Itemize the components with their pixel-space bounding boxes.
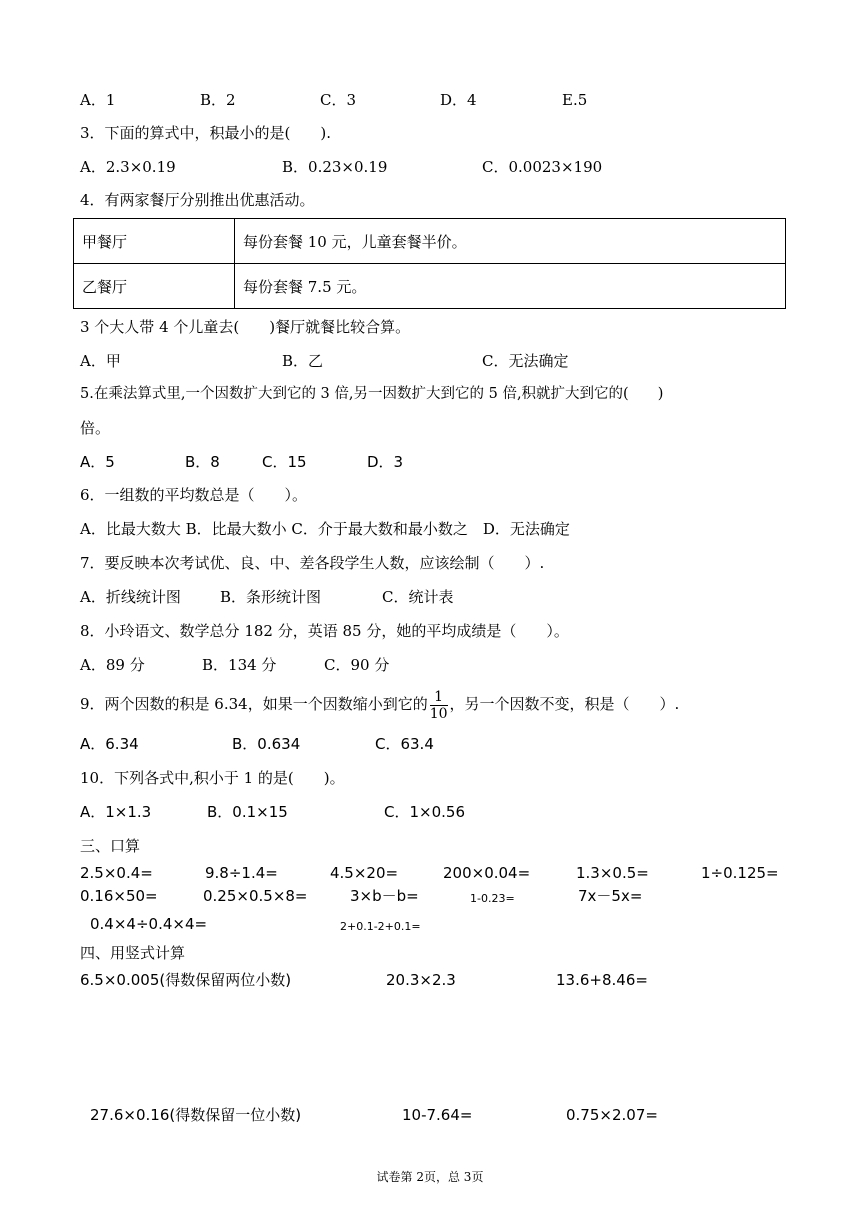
- table-row: [74, 219, 786, 264]
- q5-stem-line2: 倍。: [80, 419, 111, 437]
- mental-calc-item: 1.3×0.5=: [576, 864, 649, 882]
- q2-option-a: A．1: [80, 91, 116, 109]
- q8-option-b: B．134 分: [202, 656, 277, 674]
- restaurant-offers-table: [73, 218, 786, 309]
- q2-option-b: B．2: [200, 91, 236, 109]
- q7-option-b: B．条形统计图: [220, 588, 322, 606]
- fraction-numerator: 1: [430, 689, 448, 706]
- vertical-calc-item: 13.6+8.46=: [556, 971, 648, 989]
- mental-calc-item: 7x－5x=: [578, 887, 643, 905]
- q9-option-a: A．6.34: [80, 735, 139, 753]
- vertical-calc-item: 27.6×0.16(得数保留一位小数): [90, 1106, 302, 1124]
- mental-calc-item: 0.4×4÷0.4×4=: [90, 915, 208, 933]
- restaurant-name-cell: 甲餐厅: [74, 219, 235, 264]
- section-3-title: 三、口算: [80, 837, 141, 855]
- q5-option-d: D．3: [367, 453, 404, 471]
- mental-calc-item: 200×0.04=: [443, 864, 531, 882]
- q4-question: 3 个大人带 4 个儿童去( )餐厅就餐比较合算。: [80, 318, 411, 336]
- restaurant-offer-cell: 每份套餐 10 元，儿童套餐半价。: [235, 219, 786, 264]
- q6-options: A．比最大数大 B．比最大数小 C．介于最大数和最小数之 D．无法确定: [80, 520, 570, 538]
- one-tenth-fraction: [430, 689, 448, 722]
- q6-stem: 6．一组数的平均数总是（ ）。: [80, 486, 308, 504]
- q2-option-e: E.5: [562, 91, 588, 109]
- q3-stem: 3．下面的算式中，积最小的是( ).: [80, 124, 332, 142]
- q5-option-b: B．8: [185, 453, 220, 471]
- mental-calc-item: 4.5×20=: [330, 864, 399, 882]
- q8-option-c: C．90 分: [324, 656, 390, 674]
- q7-option-a: A．折线统计图: [80, 588, 181, 606]
- vertical-calc-item: 0.75×2.07=: [566, 1106, 658, 1124]
- vertical-calc-item: 6.5×0.005(得数保留两位小数): [80, 971, 292, 989]
- q5-stem-line1: 5.在乘法算式里,一个因数扩大到它的 3 倍,另一因数扩大到它的 5 倍,积就扩大到它的( ): [80, 386, 664, 402]
- restaurant-name-cell: 乙餐厅: [74, 264, 235, 309]
- fraction-denominator: 10: [429, 705, 448, 722]
- q3-option-a: A．2.3×0.19: [80, 158, 176, 176]
- q10-option-b: B．0.1×15: [207, 803, 288, 821]
- q5-option-a: A．5: [80, 453, 115, 471]
- page-footer: 试卷第 2页，总 3页: [376, 1170, 484, 1184]
- q3-option-c: C．0.0023×190: [482, 158, 603, 176]
- table-row: [74, 264, 786, 309]
- q3-option-b: B．0.23×0.19: [282, 158, 388, 176]
- section-4-title: 四、用竖式计算: [80, 944, 186, 962]
- mental-calc-item: 1-0.23=: [470, 892, 515, 905]
- q4-stem: 4．有两家餐厅分别推出优惠活动。: [80, 191, 315, 209]
- q7-stem: 7．要反映本次考试优、良、中、差各段学生人数，应该绘制（ ）.: [80, 554, 545, 572]
- q8-stem: 8．小玲语文、数学总分 182 分，英语 85 分，她的平均成绩是（ ）。: [80, 622, 569, 640]
- restaurant-offer-cell: 每份套餐 7.5 元。: [235, 264, 786, 309]
- mental-calc-item: 2.5×0.4=: [80, 864, 153, 882]
- q10-option-a: A．1×1.3: [80, 803, 152, 821]
- q9-option-b: B．0.634: [232, 735, 301, 753]
- q9-stem: [80, 684, 679, 724]
- q4-option-b: B．乙: [282, 352, 324, 370]
- mental-calc-item: 3×b－b=: [350, 887, 419, 905]
- q10-option-c: C．1×0.56: [384, 803, 465, 821]
- q5-option-c: C．15: [262, 453, 307, 471]
- q7-option-c: C．统计表: [382, 588, 454, 606]
- q8-option-a: A．89 分: [80, 656, 145, 674]
- vertical-calc-item: 10-7.64=: [402, 1106, 473, 1124]
- mental-calc-item: 2+0.1-2+0.1=: [340, 920, 421, 933]
- q2-option-c: C．3: [320, 91, 357, 109]
- mental-calc-item: 9.8÷1.4=: [205, 864, 278, 882]
- mental-calc-item: 0.25×0.5×8=: [203, 887, 308, 905]
- q4-option-a: A．甲: [80, 352, 121, 370]
- q4-option-c: C．无法确定: [482, 352, 569, 370]
- mental-calc-item: 1÷0.125=: [701, 864, 779, 882]
- q9-stem-before: 9．两个因数的积是 6.34，如果一个因数缩小到它的: [80, 695, 428, 713]
- q10-stem: 10．下列各式中,积小于 1 的是( )。: [80, 769, 345, 787]
- q2-option-d: D．4: [440, 91, 477, 109]
- mental-calc-item: 0.16×50=: [80, 887, 158, 905]
- vertical-calc-item: 20.3×2.3: [386, 971, 456, 989]
- q9-stem-after: ，另一个因数不变，积是（ ）.: [449, 695, 680, 713]
- q9-option-c: C．63.4: [375, 735, 434, 753]
